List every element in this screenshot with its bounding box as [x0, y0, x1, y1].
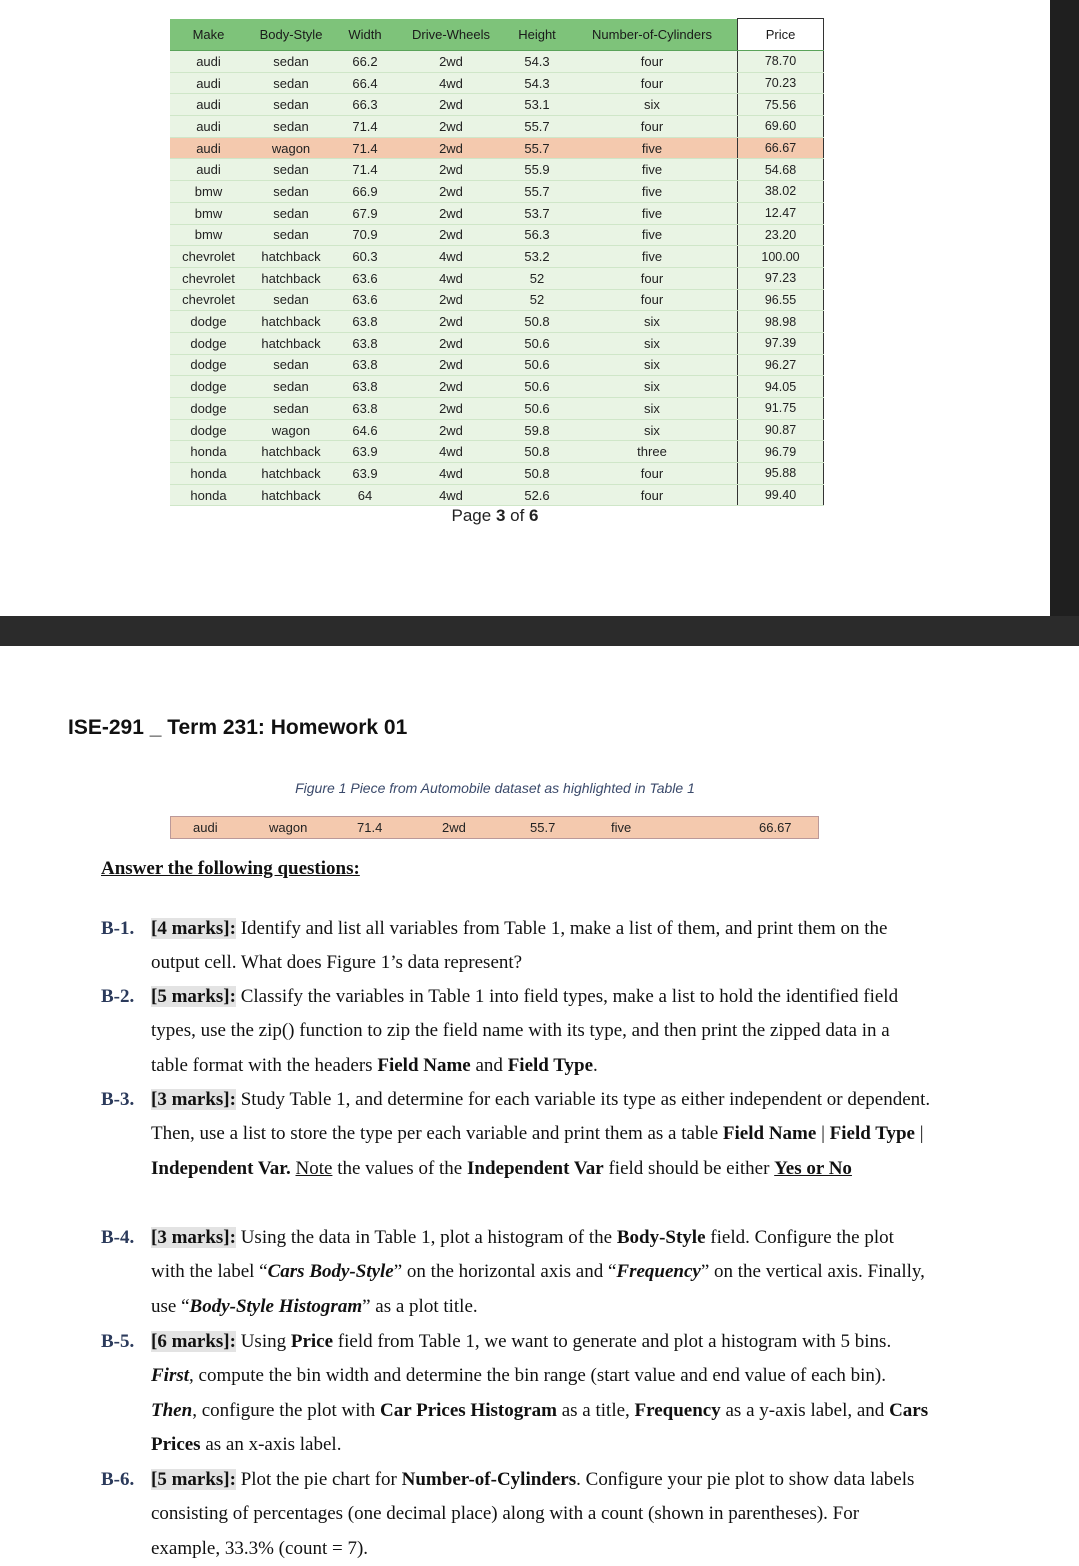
table-cell: 96.79 [738, 441, 824, 463]
table-cell: honda [170, 441, 247, 463]
table-row [170, 311, 824, 333]
table-cell: 63.9 [335, 441, 395, 463]
table-cell: four [567, 51, 738, 73]
question-marks: [5 marks]: [151, 986, 236, 1007]
table-cell: hatchback [247, 484, 335, 506]
table-cell: 2wd [395, 354, 507, 376]
table-row [170, 246, 824, 268]
question-number: B-2. [101, 986, 135, 1007]
table-cell: sedan [247, 202, 335, 224]
table-cell: dodge [170, 419, 247, 441]
table-cell: 54.3 [507, 51, 567, 73]
table-cell: 50.8 [507, 311, 567, 333]
table-cell: 2wd [395, 311, 507, 333]
question-marks: [4 marks]: [151, 918, 236, 939]
table-cell: audi [170, 159, 247, 181]
table-row [170, 137, 824, 159]
question-item [101, 912, 931, 981]
table-row [170, 267, 824, 289]
table-row [170, 224, 824, 246]
table-cell: six [567, 311, 738, 333]
column-header: Height [507, 19, 567, 51]
table-cell: 4wd [395, 441, 507, 463]
table-cell: hatchback [247, 332, 335, 354]
table-cell: four [567, 267, 738, 289]
table-cell: 63.8 [335, 311, 395, 333]
table-cell: five [567, 224, 738, 246]
table-cell: sedan [247, 289, 335, 311]
figure-cell: five [611, 820, 632, 835]
table-cell: 50.8 [507, 463, 567, 485]
figure-1-row [170, 816, 819, 839]
table-cell: three [567, 441, 738, 463]
table-cell: 2wd [395, 289, 507, 311]
table-cell: five [567, 137, 738, 159]
table-cell: 95.88 [738, 463, 824, 485]
question-item [101, 1325, 931, 1462]
question-body: Identify and list all variables from Table 1, make a list of them, and print them on the output cell. What does Figure 1’s data represent? [151, 918, 888, 974]
table-cell: 2wd [395, 94, 507, 116]
table-cell: 63.8 [335, 398, 395, 420]
table-cell: 94.05 [738, 376, 824, 398]
question-item [101, 1463, 931, 1566]
table-cell: dodge [170, 311, 247, 333]
table-cell: four [567, 116, 738, 138]
table-cell: 4wd [395, 267, 507, 289]
table-cell: 4wd [395, 484, 507, 506]
question-text [151, 1463, 931, 1566]
table-cell: dodge [170, 332, 247, 354]
table-cell: 50.6 [507, 376, 567, 398]
table-cell: 96.27 [738, 354, 824, 376]
table-cell: hatchback [247, 267, 335, 289]
table-cell: wagon [247, 419, 335, 441]
table-cell: four [567, 484, 738, 506]
question-marks: [5 marks]: [151, 1469, 236, 1490]
table-header-row [170, 19, 824, 51]
table-row [170, 159, 824, 181]
table-cell: 38.02 [738, 181, 824, 203]
table-cell: 63.6 [335, 267, 395, 289]
table-cell: 52.6 [507, 484, 567, 506]
question-item [101, 1221, 931, 1324]
table-row [170, 51, 824, 73]
table-cell: five [567, 159, 738, 181]
table-cell: chevrolet [170, 267, 247, 289]
page-gap [0, 616, 1079, 646]
question-marks: [6 marks]: [151, 1331, 236, 1352]
table-cell: 53.2 [507, 246, 567, 268]
table-cell: five [567, 202, 738, 224]
table-cell: 55.7 [507, 116, 567, 138]
table-cell: 98.98 [738, 311, 824, 333]
table-cell: 52 [507, 289, 567, 311]
table-cell: 2wd [395, 116, 507, 138]
column-header: Number-of-Cylinders [567, 19, 738, 51]
table-cell: 4wd [395, 72, 507, 94]
table-cell: 63.8 [335, 354, 395, 376]
table-cell: 99.40 [738, 484, 824, 506]
table-cell: sedan [247, 398, 335, 420]
table-cell: 4wd [395, 246, 507, 268]
table-row [170, 181, 824, 203]
column-header: Drive-Wheels [395, 19, 507, 51]
figure-cell: 2wd [442, 820, 466, 835]
figure-cell: 71.4 [357, 820, 383, 835]
table-cell: 71.4 [335, 137, 395, 159]
table-cell: audi [170, 51, 247, 73]
column-header: Make [170, 19, 247, 51]
table-body [170, 51, 824, 506]
table-cell: sedan [247, 116, 335, 138]
table-cell: four [567, 463, 738, 485]
question-marks: [3 marks]: [151, 1227, 236, 1248]
table-cell: sedan [247, 376, 335, 398]
question-number: B-3. [101, 1089, 135, 1110]
column-header: Price [738, 19, 824, 51]
table-row [170, 441, 824, 463]
table-row [170, 398, 824, 420]
table-cell: sedan [247, 181, 335, 203]
question-body: Using the data in Table 1, plot a histogram of the Body-Style field. Configure the plot with the label “Cars Body-Style” on the horizontal axis and “Frequency” on the vertical axis. Finally, use “Body-Style Histogram” as a plot title. [151, 1227, 925, 1317]
table-cell: 66.67 [738, 137, 824, 159]
table-cell: sedan [247, 72, 335, 94]
table-cell: audi [170, 116, 247, 138]
table-cell: chevrolet [170, 246, 247, 268]
table-cell: 2wd [395, 419, 507, 441]
table-cell: 2wd [395, 224, 507, 246]
viewer-scrollbar-strip [1050, 0, 1079, 646]
table-cell: wagon [247, 137, 335, 159]
table-cell: four [567, 289, 738, 311]
table-cell: 71.4 [335, 159, 395, 181]
table-cell: audi [170, 137, 247, 159]
table-cell: 55.9 [507, 159, 567, 181]
page-number: Page 3 of 6 [451, 506, 539, 525]
table-row [170, 72, 824, 94]
table-cell: 63.8 [335, 376, 395, 398]
table-cell: 2wd [395, 137, 507, 159]
table-cell: honda [170, 484, 247, 506]
figure-cell: audi [193, 820, 218, 835]
page-4 [0, 646, 1079, 1558]
table-cell: 66.9 [335, 181, 395, 203]
table-cell: 100.00 [738, 246, 824, 268]
table-row [170, 289, 824, 311]
table-cell: 2wd [395, 51, 507, 73]
table-cell: 2wd [395, 332, 507, 354]
table-cell: sedan [247, 159, 335, 181]
question-body: Study Table 1, and determine for each variable its type as either independent or dependent. Then, use a list to store the type per each variable and print them as a table Field Name | Field Type | Independent Var. Note the values of the Independent Var field should be either Yes or No [151, 1089, 931, 1179]
table-cell: 50.6 [507, 398, 567, 420]
table-cell: sedan [247, 354, 335, 376]
question-text [151, 980, 931, 1083]
question-body: Using Price field from Table 1, we want to generate and plot a histogram with 5 bins. First, compute the bin width and determine the bin range (start value and end value of each bin). Then, configure the plot with Car Prices Histogram as a title, Frequency as a y-axis label, and Cars Prices as an x-axis label. [151, 1331, 929, 1455]
table-cell: 56.3 [507, 224, 567, 246]
table-cell: hatchback [247, 463, 335, 485]
question-text [151, 1221, 931, 1324]
table-cell: 54.3 [507, 72, 567, 94]
table-cell: five [567, 246, 738, 268]
table-cell: honda [170, 463, 247, 485]
table-cell: 63.9 [335, 463, 395, 485]
page-3 [0, 0, 1050, 616]
table-row [170, 354, 824, 376]
table-cell: sedan [247, 51, 335, 73]
table-cell: 50.6 [507, 332, 567, 354]
column-header: Body-Style [247, 19, 335, 51]
table-cell: 55.7 [507, 137, 567, 159]
figure-cell: 66.67 [759, 820, 792, 835]
question-body: Classify the variables in Table 1 into field types, make a list to hold the identified field types, use the zip() function to zip the field name with its type, and then print the zipped data in a table format with the headers Field Name and Field Type. [151, 986, 899, 1076]
question-number: B-4. [101, 1227, 135, 1248]
question-text [151, 1325, 931, 1462]
table-cell: 71.4 [335, 116, 395, 138]
table-row [170, 94, 824, 116]
table-cell: 59.8 [507, 419, 567, 441]
table-row [170, 419, 824, 441]
table-cell: dodge [170, 376, 247, 398]
table-cell: 63.8 [335, 332, 395, 354]
table-cell: 96.55 [738, 289, 824, 311]
table-cell: hatchback [247, 311, 335, 333]
table-cell: audi [170, 72, 247, 94]
table-cell: 60.3 [335, 246, 395, 268]
table-cell: dodge [170, 398, 247, 420]
table-cell: 53.7 [507, 202, 567, 224]
table-row [170, 484, 824, 506]
table-cell: 90.87 [738, 419, 824, 441]
table-cell: bmw [170, 181, 247, 203]
automobile-table [170, 18, 824, 506]
figure-caption: Figure 1 Piece from Automobile dataset as highlighted in Table 1 [295, 780, 695, 796]
answer-heading: Answer the following questions: [101, 858, 360, 879]
table-cell: 54.68 [738, 159, 824, 181]
table-row [170, 116, 824, 138]
table-cell: 75.56 [738, 94, 824, 116]
table-cell: dodge [170, 354, 247, 376]
table-cell: audi [170, 94, 247, 116]
table-cell: six [567, 376, 738, 398]
table-cell: six [567, 419, 738, 441]
table-row [170, 463, 824, 485]
table-cell: 64 [335, 484, 395, 506]
question-text [151, 912, 931, 981]
table-cell: 50.8 [507, 441, 567, 463]
table-cell: sedan [247, 94, 335, 116]
table-cell: hatchback [247, 246, 335, 268]
table-cell: 67.9 [335, 202, 395, 224]
table-cell: 4wd [395, 463, 507, 485]
table-cell: 66.3 [335, 94, 395, 116]
table-cell: 2wd [395, 181, 507, 203]
table-cell: 52 [507, 267, 567, 289]
table-cell: 2wd [395, 159, 507, 181]
homework-title: ISE-291 _ Term 231: Homework 01 [68, 716, 408, 739]
table-cell: six [567, 398, 738, 420]
table-cell: 97.39 [738, 332, 824, 354]
table-cell: 66.2 [335, 51, 395, 73]
table-cell: 70.23 [738, 72, 824, 94]
table-cell: 53.1 [507, 94, 567, 116]
table-cell: 97.23 [738, 267, 824, 289]
table-cell: 2wd [395, 398, 507, 420]
question-text [151, 1083, 931, 1186]
question-number: B-5. [101, 1331, 135, 1352]
question-item [101, 1083, 931, 1186]
figure-cell: wagon [269, 820, 308, 835]
table-cell: 78.70 [738, 51, 824, 73]
question-number: B-6. [101, 1469, 135, 1490]
table-cell: bmw [170, 202, 247, 224]
table-cell: four [567, 72, 738, 94]
question-marks: [3 marks]: [151, 1089, 236, 1110]
question-item [101, 980, 931, 1083]
table-cell: 69.60 [738, 116, 824, 138]
table-cell: chevrolet [170, 289, 247, 311]
table-cell: 70.9 [335, 224, 395, 246]
table-cell: 12.47 [738, 202, 824, 224]
table-cell: six [567, 332, 738, 354]
table-cell: hatchback [247, 441, 335, 463]
table-cell: bmw [170, 224, 247, 246]
table-cell: 23.20 [738, 224, 824, 246]
figure-cell: 55.7 [530, 820, 556, 835]
table-cell: sedan [247, 224, 335, 246]
table-cell: 64.6 [335, 419, 395, 441]
table-cell: five [567, 181, 738, 203]
table-cell: six [567, 354, 738, 376]
table-cell: 66.4 [335, 72, 395, 94]
table-cell: 91.75 [738, 398, 824, 420]
table-cell: 55.7 [507, 181, 567, 203]
table-cell: 50.6 [507, 354, 567, 376]
question-body: Plot the pie chart for Number-of-Cylinders. Configure your pie plot to show data labels consisting of percentages (one decimal place) along with a count (shown in parentheses). For example, 33.3% (count = 7). [151, 1469, 915, 1559]
table-cell: six [567, 94, 738, 116]
column-header: Width [335, 19, 395, 51]
table-cell: 2wd [395, 376, 507, 398]
question-number: B-1. [101, 918, 135, 939]
table-cell: 2wd [395, 202, 507, 224]
table-row [170, 202, 824, 224]
table-row [170, 376, 824, 398]
table-cell: 63.6 [335, 289, 395, 311]
table-row [170, 332, 824, 354]
